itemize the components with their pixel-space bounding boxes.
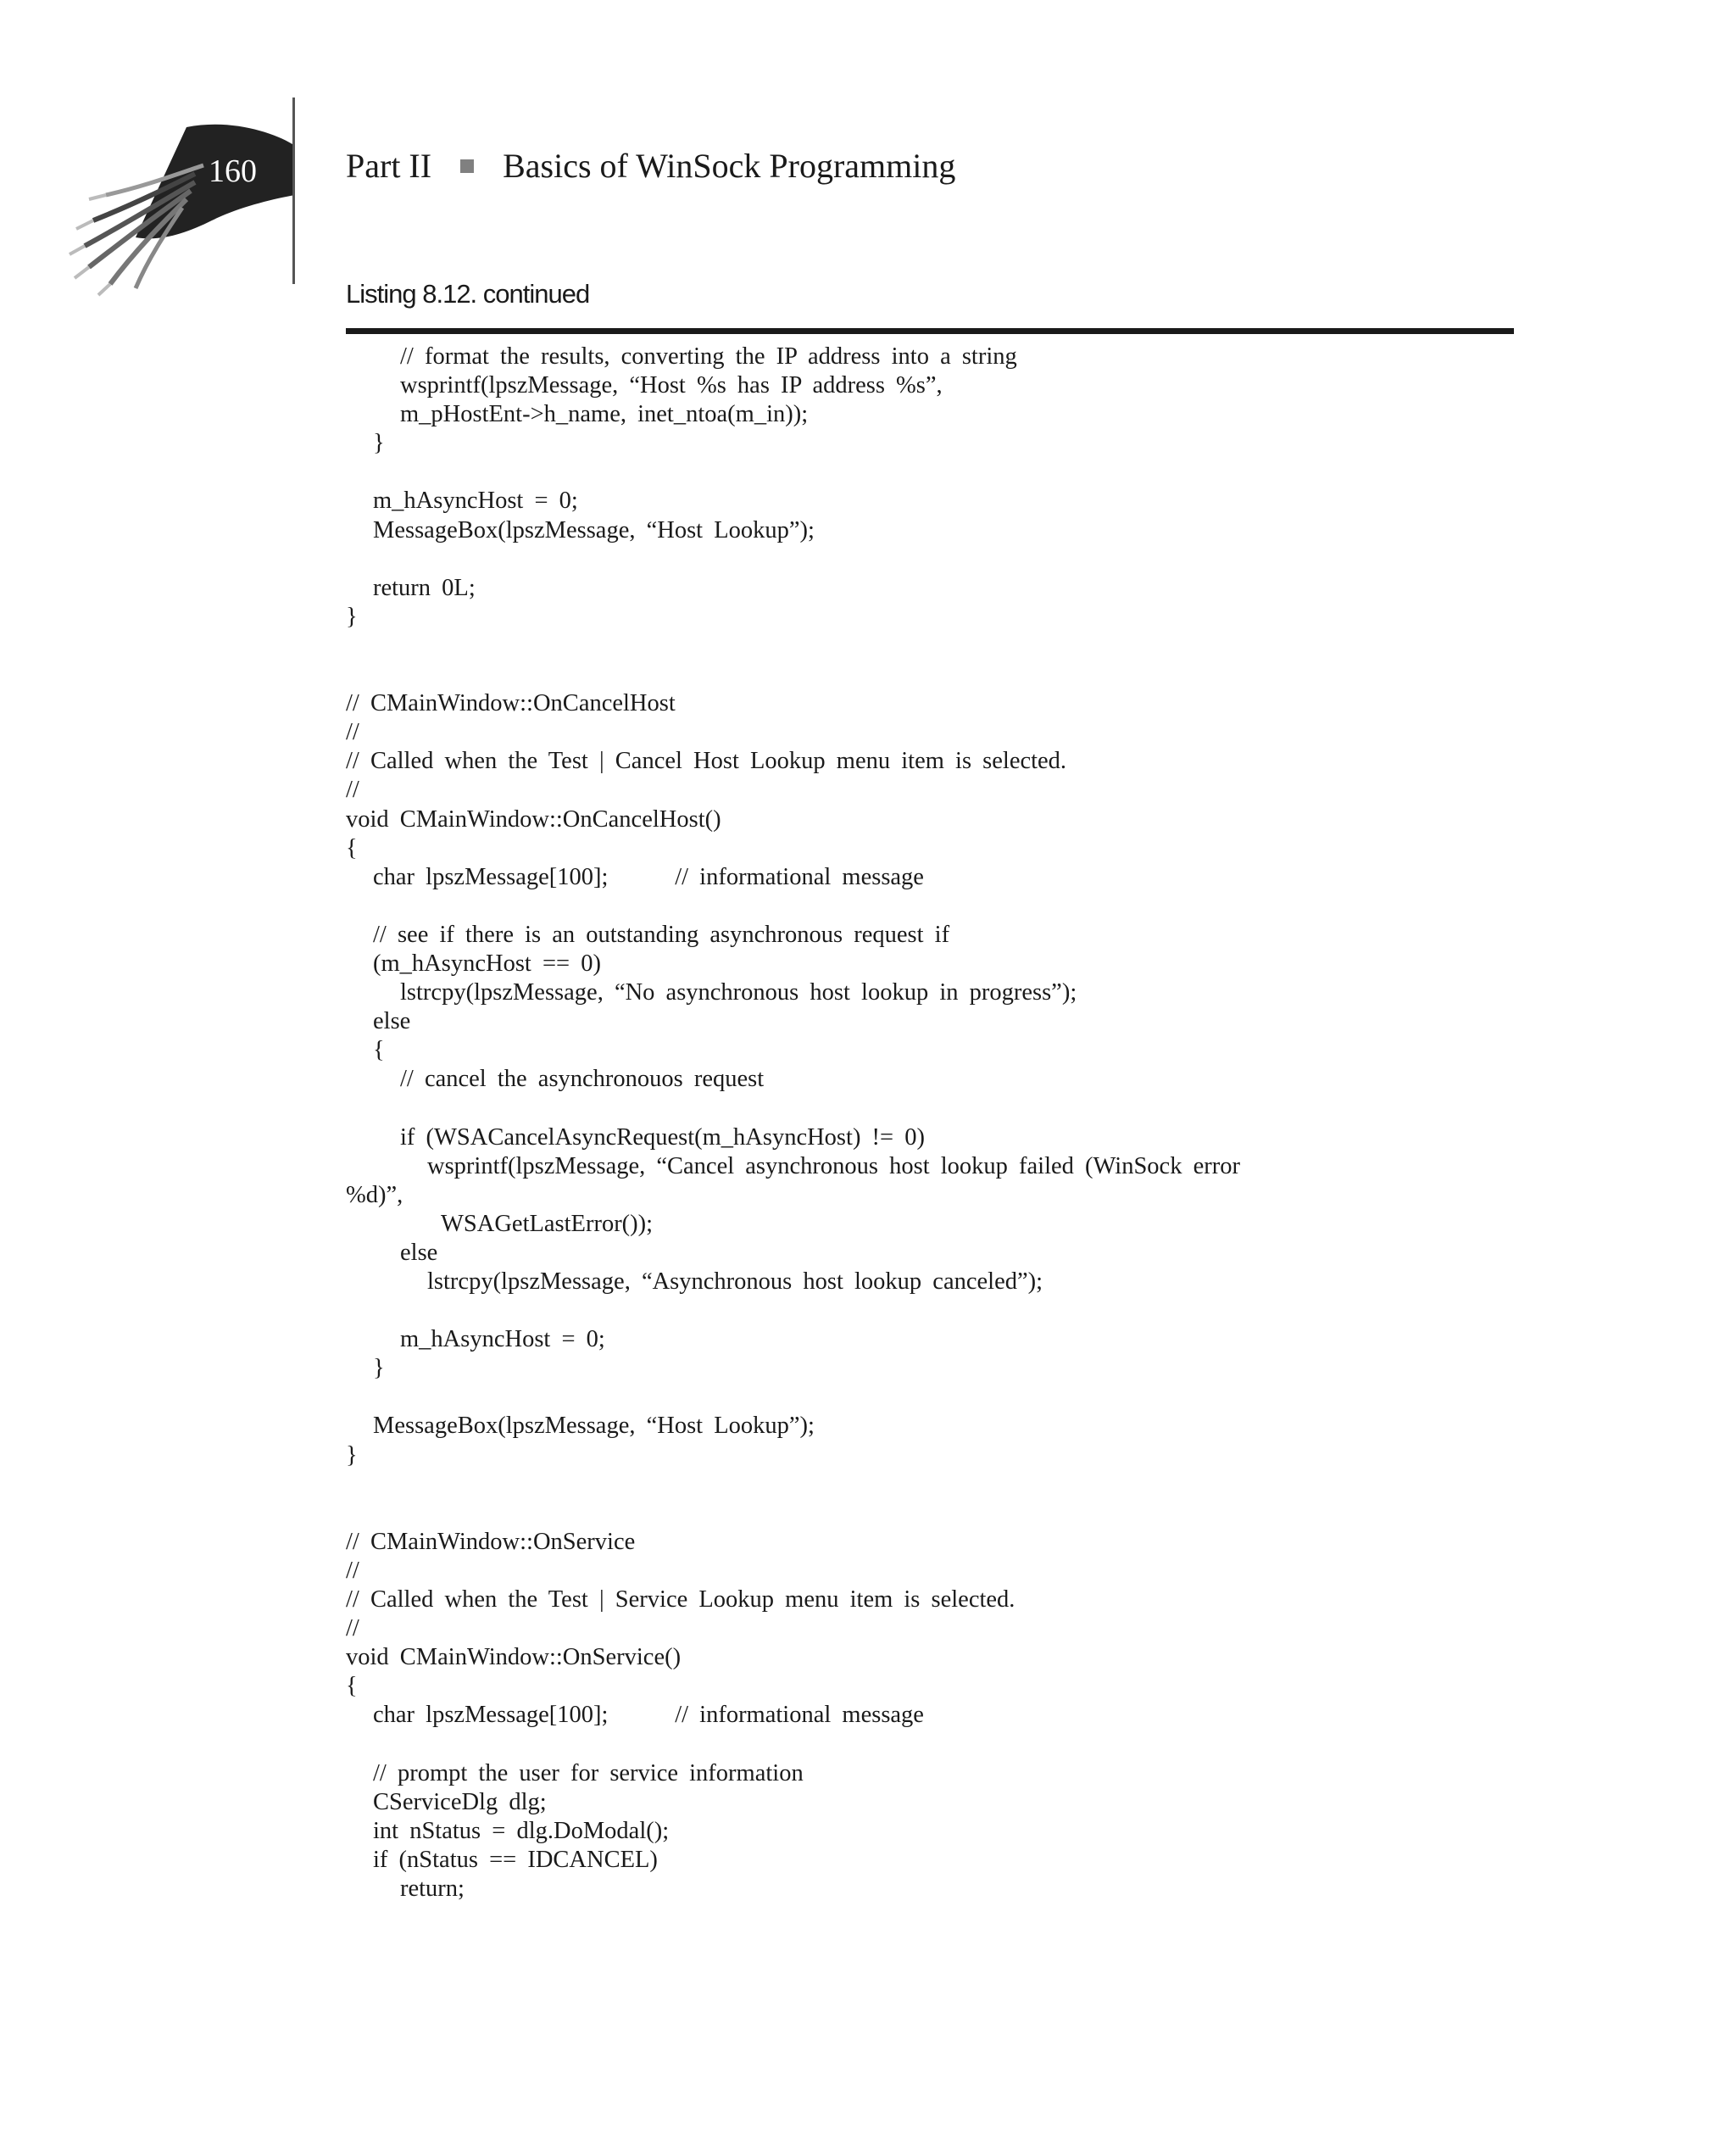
code-line — [346, 1499, 1533, 1528]
code-line: WSAGetLastError()); — [441, 1210, 654, 1237]
code-line: // — [346, 1615, 359, 1642]
code-line: { — [346, 1673, 358, 1700]
code-line: char lpszMessage[100]; // informational message — [373, 863, 924, 890]
code-line: } — [373, 430, 385, 457]
code-line — [346, 545, 1533, 574]
code-line: // Called when the Test | Service Lookup menu item is selected. — [346, 1586, 1015, 1613]
code-line — [346, 632, 1533, 660]
code-line: char lpszMessage[100]; // informational message — [373, 1702, 924, 1729]
code-line: // prompt the user for service information — [373, 1759, 804, 1786]
code-line: // — [346, 777, 359, 804]
code-line: { — [373, 1037, 385, 1064]
code-line: if (WSACancelAsyncRequest(m_hAsyncHost) != 0) — [400, 1123, 925, 1151]
code-line — [346, 1731, 1533, 1759]
code-line: // cancel the asynchronouos request — [400, 1066, 765, 1093]
code-line: lstrcpy(lpszMessage, “No asynchronous host lookup in progress”); — [400, 979, 1077, 1006]
code-line: (m_hAsyncHost == 0) — [373, 950, 601, 977]
code-line: // — [346, 1557, 359, 1584]
code-line: return; — [400, 1875, 465, 1902]
running-header — [346, 146, 955, 186]
code-line — [346, 458, 1533, 487]
code-line: else — [400, 1239, 438, 1266]
code-line: MessageBox(lpszMessage, “Host Lookup”); — [373, 516, 815, 543]
code-line: m_hAsyncHost = 0; — [400, 1326, 605, 1353]
code-line — [346, 1383, 1533, 1412]
code-line: wsprintf(lpszMessage, “Host %s has IP address %s”, — [400, 372, 943, 399]
code-line: } — [373, 1355, 385, 1382]
code-listing — [346, 343, 1533, 1903]
code-line: lstrcpy(lpszMessage, “Asynchronous host lookup canceled”); — [427, 1268, 1043, 1295]
code-line: } — [346, 1441, 358, 1469]
code-line: CServiceDlg dlg; — [373, 1788, 547, 1815]
code-line: void CMainWindow::OnCancelHost() — [346, 805, 721, 833]
code-line — [346, 1470, 1533, 1499]
code-line — [346, 1094, 1533, 1123]
code-line: { — [346, 834, 358, 861]
code-line — [346, 660, 1533, 689]
page-number: 160 — [209, 153, 257, 189]
code-line: int nStatus = dlg.DoModal(); — [373, 1817, 670, 1844]
code-line: // CMainWindow::OnCancelHost — [346, 690, 676, 717]
code-line: // — [346, 719, 359, 746]
listing-title: Listing 8.12. continued — [346, 279, 590, 309]
code-line: MessageBox(lpszMessage, “Host Lookup”); — [373, 1413, 815, 1440]
header-divider-line — [292, 98, 295, 284]
square-bullet-icon — [460, 159, 474, 173]
code-line: %d)”, — [346, 1181, 403, 1208]
code-line: if (nStatus == IDCANCEL) — [373, 1846, 658, 1873]
code-line: } — [346, 603, 358, 630]
code-line: // format the results, converting the IP address into a string — [400, 343, 1017, 370]
part-label: Part II — [346, 147, 432, 185]
code-line: else — [373, 1008, 411, 1035]
section-title: Basics of WinSock Programming — [503, 147, 956, 185]
code-line: return 0L; — [373, 574, 476, 601]
code-line: void CMainWindow::OnService() — [346, 1644, 682, 1671]
code-line: // Called when the Test | Cancel Host Lookup menu item is selected. — [346, 748, 1067, 775]
code-line — [346, 892, 1533, 921]
code-line: wsprintf(lpszMessage, “Cancel asynchronous host lookup failed (WinSock error — [427, 1152, 1240, 1179]
code-line: m_hAsyncHost = 0; — [373, 488, 578, 515]
listing-rule — [346, 328, 1514, 334]
code-line: // CMainWindow::OnService — [346, 1528, 636, 1555]
code-line — [346, 1296, 1533, 1325]
code-line: m_pHostEnt->h_name, inet_ntoa(m_in)); — [400, 401, 809, 428]
feathered-hand-logo-icon — [68, 93, 322, 297]
code-line: // see if there is an outstanding asynchronous request if — [373, 921, 950, 948]
